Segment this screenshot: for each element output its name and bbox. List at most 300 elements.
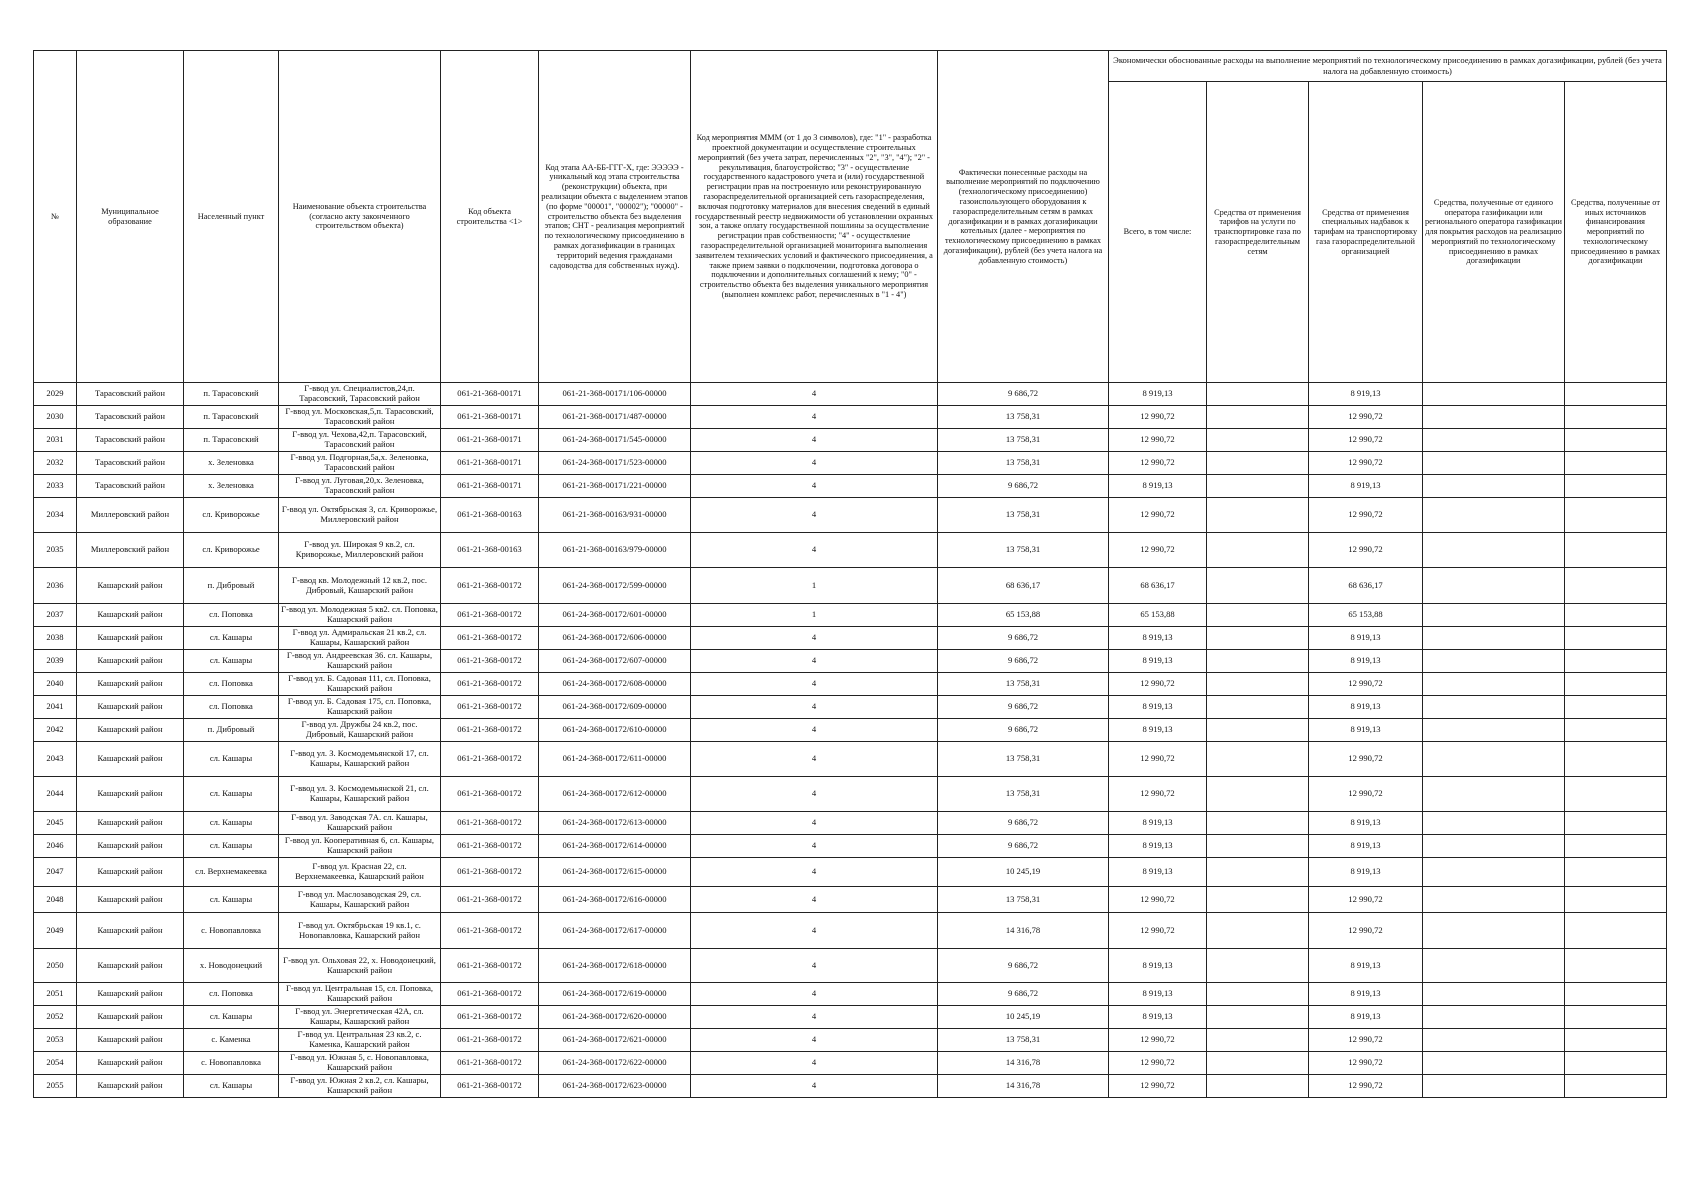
cell-settlement: х. Зеленовка	[184, 452, 279, 475]
cell-actual-costs: 10 245,19	[938, 858, 1109, 887]
cell-number: 2052	[34, 1006, 77, 1029]
cell-measure-code: 4	[691, 1075, 938, 1098]
header-settlement: Населенный пункт	[184, 51, 279, 383]
cell-total: 65 153,88	[1109, 604, 1207, 627]
cell-tariff-transport	[1207, 812, 1309, 835]
cell-special-markups: 12 990,72	[1309, 742, 1423, 777]
cell-actual-costs: 65 153,88	[938, 604, 1109, 627]
cell-municipality: Кашарский район	[77, 1075, 184, 1098]
table-row	[34, 949, 1667, 983]
cell-municipality: Кашарский район	[77, 719, 184, 742]
cell-total: 12 990,72	[1109, 498, 1207, 533]
cell-single-operator	[1423, 452, 1565, 475]
cell-municipality: Кашарский район	[77, 1006, 184, 1029]
cell-object-code: 061-21-368-00171	[441, 406, 539, 429]
cell-settlement: сл. Кашары	[184, 887, 279, 913]
cell-object-name: Г-ввод ул. Андреевская 36. сл. Кашары, Кашарский район	[279, 650, 441, 673]
cell-tariff-transport	[1207, 1029, 1309, 1052]
cell-settlement: сл. Кашары	[184, 1006, 279, 1029]
cell-actual-costs: 13 758,31	[938, 429, 1109, 452]
table-row	[34, 835, 1667, 858]
cell-object-code: 061-21-368-00172	[441, 650, 539, 673]
cell-number: 2046	[34, 835, 77, 858]
cell-total: 12 990,72	[1109, 452, 1207, 475]
cell-tariff-transport	[1207, 568, 1309, 604]
cell-stage-code: 061-24-368-00172/610-00000	[539, 719, 691, 742]
cell-single-operator	[1423, 1029, 1565, 1052]
cell-actual-costs: 13 758,31	[938, 887, 1109, 913]
registry-table	[33, 50, 1667, 1098]
cell-measure-code: 4	[691, 887, 938, 913]
cell-object-code: 061-21-368-00172	[441, 887, 539, 913]
cell-single-operator	[1423, 429, 1565, 452]
cell-other-sources	[1565, 568, 1667, 604]
table-row	[34, 858, 1667, 887]
table-row	[34, 627, 1667, 650]
cell-object-name: Г-ввод ул. Октябрьская 19 кв.1, с. Новопавловка, Кашарский район	[279, 913, 441, 949]
cell-other-sources	[1565, 983, 1667, 1006]
cell-actual-costs: 9 686,72	[938, 383, 1109, 406]
header-object-code: Код объекта строительства <1>	[441, 51, 539, 383]
cell-total: 68 636,17	[1109, 568, 1207, 604]
cell-special-markups: 8 919,13	[1309, 1006, 1423, 1029]
cell-object-code: 061-21-368-00172	[441, 1029, 539, 1052]
cell-measure-code: 4	[691, 983, 938, 1006]
cell-total: 8 919,13	[1109, 858, 1207, 887]
cell-municipality: Тарасовский район	[77, 452, 184, 475]
cell-object-code: 061-21-368-00172	[441, 1052, 539, 1075]
table-row	[34, 777, 1667, 812]
cell-number: 2048	[34, 887, 77, 913]
cell-stage-code: 061-24-368-00172/612-00000	[539, 777, 691, 812]
cell-measure-code: 4	[691, 533, 938, 568]
cell-measure-code: 4	[691, 498, 938, 533]
cell-other-sources	[1565, 498, 1667, 533]
header-actual-costs: Фактически понесенные расходы на выполнение мероприятий по подключению (технологическому присоединению) газоиспользующего оборудования к газораспределительным сетям в рамках догазификации и в рамках догазификации котельных (далее - мероприятия по технологическому присоединению в рамках догазификации), рублей (без учета налога на добавленную стоимость)	[938, 51, 1109, 383]
cell-tariff-transport	[1207, 533, 1309, 568]
cell-object-code: 061-21-368-00172	[441, 627, 539, 650]
cell-total: 12 990,72	[1109, 673, 1207, 696]
cell-special-markups: 8 919,13	[1309, 858, 1423, 887]
cell-other-sources	[1565, 383, 1667, 406]
cell-single-operator	[1423, 835, 1565, 858]
cell-settlement: сл. Кашары	[184, 812, 279, 835]
header-measure-code: Код мероприятия МММ (от 1 до 3 символов), где: "1" - разработка проектной документации и осуществление строительных мероприятий (без учета затрат, перечисленных "2", "3", "4"); "2" - рекультивация, благоустройство; "3" - осуществление государственного кадастрового учета и (или) государственной регистрации прав на построенную или реконструированную газораспределительной организацией сеть газораспределения, включая подготовку материалов для внесения сведений в единый государственный реестр недвижимости об установлении охранных зон, а также оплату государственной пошлины за осуществление регистрации прав собственности; "4" - осуществление газораспределительной организацией мониторинга выполнения заявителем технических условий и фактического присоединения, а также прием заявки о подключении, подготовка договора о подключении и дополнительных соглашений к нему; "0" - строительство объекта без выделения уникального мероприятия (выполнен комплекс работ, перечисленных в "1 - 4")	[691, 51, 938, 383]
cell-other-sources	[1565, 719, 1667, 742]
cell-other-sources	[1565, 913, 1667, 949]
cell-single-operator	[1423, 604, 1565, 627]
cell-number: 2055	[34, 1075, 77, 1098]
cell-tariff-transport	[1207, 777, 1309, 812]
cell-municipality: Кашарский район	[77, 777, 184, 812]
cell-actual-costs: 9 686,72	[938, 475, 1109, 498]
cell-tariff-transport	[1207, 498, 1309, 533]
cell-number: 2033	[34, 475, 77, 498]
cell-settlement: сл. Кашары	[184, 777, 279, 812]
cell-object-code: 061-21-368-00163	[441, 498, 539, 533]
cell-object-name: Г-ввод ул. Южная 5, с. Новопавловка, Кашарский район	[279, 1052, 441, 1075]
cell-object-name: Г-ввод ул. З. Космодемьянской 17, сл. Кашары, Кашарский район	[279, 742, 441, 777]
cell-number: 2043	[34, 742, 77, 777]
cell-actual-costs: 68 636,17	[938, 568, 1109, 604]
table-row	[34, 475, 1667, 498]
cell-measure-code: 4	[691, 1052, 938, 1075]
cell-object-name: Г-ввод ул. Специалистов,24,п. Тарасовский, Тарасовский район	[279, 383, 441, 406]
cell-settlement: п. Тарасовский	[184, 406, 279, 429]
cell-object-name: Г-ввод ул. Б. Садовая 111, сл. Поповка, Кашарский район	[279, 673, 441, 696]
cell-measure-code: 1	[691, 568, 938, 604]
cell-object-name: Г-ввод ул. Луговая,20,х. Зеленовка, Тарасовский район	[279, 475, 441, 498]
cell-measure-code: 4	[691, 777, 938, 812]
cell-other-sources	[1565, 835, 1667, 858]
cell-single-operator	[1423, 913, 1565, 949]
cell-stage-code: 061-24-368-00172/622-00000	[539, 1052, 691, 1075]
cell-total: 12 990,72	[1109, 777, 1207, 812]
cell-measure-code: 4	[691, 475, 938, 498]
cell-single-operator	[1423, 742, 1565, 777]
cell-total: 8 919,13	[1109, 627, 1207, 650]
cell-municipality: Кашарский район	[77, 650, 184, 673]
cell-municipality: Кашарский район	[77, 835, 184, 858]
table-row	[34, 696, 1667, 719]
cell-object-code: 061-21-368-00172	[441, 696, 539, 719]
cell-measure-code: 4	[691, 673, 938, 696]
cell-total: 12 990,72	[1109, 1052, 1207, 1075]
table-row	[34, 1006, 1667, 1029]
cell-object-name: Г-ввод кв. Молодежный 12 кв.2, пос. Дибровый, Кашарский район	[279, 568, 441, 604]
cell-municipality: Кашарский район	[77, 812, 184, 835]
cell-object-name: Г-ввод ул. Энергетическая 42А, сл. Кашары, Кашарский район	[279, 1006, 441, 1029]
cell-object-name: Г-ввод ул. Центральная 23 кв.2, с. Каменка, Кашарский район	[279, 1029, 441, 1052]
cell-total: 8 919,13	[1109, 696, 1207, 719]
cell-single-operator	[1423, 650, 1565, 673]
table-row	[34, 1052, 1667, 1075]
cell-actual-costs: 13 758,31	[938, 533, 1109, 568]
cell-number: 2035	[34, 533, 77, 568]
cell-object-code: 061-21-368-00172	[441, 1006, 539, 1029]
cell-measure-code: 4	[691, 406, 938, 429]
cell-municipality: Кашарский район	[77, 887, 184, 913]
cell-single-operator	[1423, 475, 1565, 498]
cell-settlement: сл. Кашары	[184, 742, 279, 777]
header-special-markups: Средства от применения специальных надбавок к тарифам на транспортировку газа газораспределительной организацией	[1309, 82, 1423, 383]
cell-other-sources	[1565, 533, 1667, 568]
cell-other-sources	[1565, 812, 1667, 835]
cell-number: 2029	[34, 383, 77, 406]
cell-single-operator	[1423, 858, 1565, 887]
cell-object-code: 061-21-368-00172	[441, 777, 539, 812]
cell-municipality: Кашарский район	[77, 949, 184, 983]
cell-object-name: Г-ввод ул. Красная 22, сл. Верхнемакеевка, Кашарский район	[279, 858, 441, 887]
cell-single-operator	[1423, 1075, 1565, 1098]
cell-municipality: Кашарский район	[77, 983, 184, 1006]
cell-number: 2038	[34, 627, 77, 650]
cell-number: 2044	[34, 777, 77, 812]
cell-other-sources	[1565, 1052, 1667, 1075]
cell-single-operator	[1423, 696, 1565, 719]
cell-tariff-transport	[1207, 475, 1309, 498]
cell-special-markups: 8 919,13	[1309, 835, 1423, 858]
cell-settlement: сл. Поповка	[184, 983, 279, 1006]
header-tariff-transport: Средства от применения тарифов на услуги по транспортировке газа по газораспределительным сетям	[1207, 82, 1309, 383]
cell-municipality: Кашарский район	[77, 742, 184, 777]
cell-stage-code: 061-24-368-00172/620-00000	[539, 1006, 691, 1029]
cell-actual-costs: 9 686,72	[938, 835, 1109, 858]
cell-special-markups: 8 919,13	[1309, 627, 1423, 650]
cell-stage-code: 061-21-368-00171/221-00000	[539, 475, 691, 498]
cell-tariff-transport	[1207, 696, 1309, 719]
cell-special-markups: 12 990,72	[1309, 777, 1423, 812]
cell-actual-costs: 13 758,31	[938, 742, 1109, 777]
cell-special-markups: 8 919,13	[1309, 696, 1423, 719]
cell-actual-costs: 9 686,72	[938, 627, 1109, 650]
cell-special-markups: 12 990,72	[1309, 887, 1423, 913]
cell-stage-code: 061-24-368-00172/608-00000	[539, 673, 691, 696]
cell-measure-code: 4	[691, 696, 938, 719]
header-object-name: Наименование объекта строительства (согласно акту законченного строительством объекта)	[279, 51, 441, 383]
cell-actual-costs: 13 758,31	[938, 406, 1109, 429]
cell-single-operator	[1423, 533, 1565, 568]
cell-other-sources	[1565, 887, 1667, 913]
cell-object-code: 061-21-368-00171	[441, 429, 539, 452]
table-row	[34, 887, 1667, 913]
header-number: №	[34, 51, 77, 383]
cell-measure-code: 4	[691, 858, 938, 887]
table-row	[34, 812, 1667, 835]
cell-object-code: 061-21-368-00172	[441, 673, 539, 696]
table-row	[34, 742, 1667, 777]
header-stage-code: Код этапа АА-ББ-ГГГ-Х, где: ЭЭЭЭЭ - уникальный код этапа строительства (реконструкции) объекта, при реализации объекта с выделением этапов (по форме "00001", "00002"); "00000" - строительство объекта без выделения этапов; СНТ - реализация мероприятий по технологическому присоединению в рамках догазификации в границах территорий ведения гражданами садоводства для собственных нужд).	[539, 51, 691, 383]
cell-stage-code: 061-24-368-00172/613-00000	[539, 812, 691, 835]
cell-stage-code: 061-24-368-00172/615-00000	[539, 858, 691, 887]
cell-actual-costs: 9 686,72	[938, 650, 1109, 673]
cell-municipality: Кашарский район	[77, 568, 184, 604]
cell-tariff-transport	[1207, 673, 1309, 696]
cell-special-markups: 8 919,13	[1309, 812, 1423, 835]
table-row	[34, 650, 1667, 673]
cell-object-name: Г-ввод ул. Маслозаводская 29, сл. Кашары, Кашарский район	[279, 887, 441, 913]
cell-tariff-transport	[1207, 650, 1309, 673]
cell-measure-code: 1	[691, 604, 938, 627]
cell-stage-code: 061-24-368-00172/601-00000	[539, 604, 691, 627]
cell-object-code: 061-21-368-00172	[441, 858, 539, 887]
cell-municipality: Миллеровский район	[77, 498, 184, 533]
cell-municipality: Кашарский район	[77, 858, 184, 887]
header-total: Всего, в том числе:	[1109, 82, 1207, 383]
cell-settlement: п. Тарасовский	[184, 383, 279, 406]
cell-actual-costs: 9 686,72	[938, 983, 1109, 1006]
cell-single-operator	[1423, 1052, 1565, 1075]
table-row	[34, 406, 1667, 429]
cell-number: 2036	[34, 568, 77, 604]
cell-tariff-transport	[1207, 913, 1309, 949]
cell-stage-code: 061-24-368-00172/619-00000	[539, 983, 691, 1006]
cell-special-markups: 8 919,13	[1309, 949, 1423, 983]
header-econ-group: Экономически обоснованные расходы на выполнение мероприятий по технологическому присоединению в рамках догазификации, рублей (без учета налога на добавленную стоимость)	[1109, 51, 1667, 82]
cell-number: 2047	[34, 858, 77, 887]
header-municipality: Муниципальное образование	[77, 51, 184, 383]
cell-special-markups: 12 990,72	[1309, 406, 1423, 429]
cell-number: 2054	[34, 1052, 77, 1075]
cell-other-sources	[1565, 1075, 1667, 1098]
cell-total: 8 919,13	[1109, 475, 1207, 498]
cell-tariff-transport	[1207, 452, 1309, 475]
cell-measure-code: 4	[691, 835, 938, 858]
cell-tariff-transport	[1207, 742, 1309, 777]
cell-object-name: Г-ввод ул. Б. Садовая 175, сл. Поповка, Кашарский район	[279, 696, 441, 719]
cell-other-sources	[1565, 429, 1667, 452]
cell-total: 12 990,72	[1109, 406, 1207, 429]
table-row	[34, 452, 1667, 475]
cell-other-sources	[1565, 949, 1667, 983]
cell-object-name: Г-ввод ул. Московская,5,п. Тарасовский, Тарасовский район	[279, 406, 441, 429]
cell-stage-code: 061-24-368-00172/599-00000	[539, 568, 691, 604]
cell-object-code: 061-21-368-00172	[441, 812, 539, 835]
cell-special-markups: 8 919,13	[1309, 983, 1423, 1006]
cell-object-code: 061-21-368-00172	[441, 835, 539, 858]
cell-actual-costs: 10 245,19	[938, 1006, 1109, 1029]
cell-other-sources	[1565, 604, 1667, 627]
cell-total: 12 990,72	[1109, 1029, 1207, 1052]
cell-other-sources	[1565, 406, 1667, 429]
cell-settlement: сл. Криворожье	[184, 533, 279, 568]
table-row	[34, 983, 1667, 1006]
cell-stage-code: 061-24-368-00172/616-00000	[539, 887, 691, 913]
cell-other-sources	[1565, 1006, 1667, 1029]
cell-settlement: п. Тарасовский	[184, 429, 279, 452]
cell-object-code: 061-21-368-00172	[441, 604, 539, 627]
cell-municipality: Кашарский район	[77, 1029, 184, 1052]
cell-total: 12 990,72	[1109, 429, 1207, 452]
cell-other-sources	[1565, 452, 1667, 475]
table-row	[34, 1075, 1667, 1098]
cell-total: 8 919,13	[1109, 983, 1207, 1006]
cell-settlement: х. Зеленовка	[184, 475, 279, 498]
cell-actual-costs: 9 686,72	[938, 719, 1109, 742]
cell-measure-code: 4	[691, 383, 938, 406]
cell-special-markups: 65 153,88	[1309, 604, 1423, 627]
cell-object-name: Г-ввод ул. Молодежная 5 кв2. сл. Поповка, Кашарский район	[279, 604, 441, 627]
cell-object-name: Г-ввод ул. Дружбы 24 кв.2, пос. Дибровый, Кашарский район	[279, 719, 441, 742]
cell-total: 12 990,72	[1109, 913, 1207, 949]
cell-tariff-transport	[1207, 604, 1309, 627]
cell-number: 2049	[34, 913, 77, 949]
cell-stage-code: 061-24-368-00172/617-00000	[539, 913, 691, 949]
cell-municipality: Тарасовский район	[77, 406, 184, 429]
cell-number: 2042	[34, 719, 77, 742]
cell-settlement: с. Новопавловка	[184, 1052, 279, 1075]
cell-special-markups: 68 636,17	[1309, 568, 1423, 604]
cell-tariff-transport	[1207, 429, 1309, 452]
cell-total: 8 919,13	[1109, 383, 1207, 406]
cell-single-operator	[1423, 383, 1565, 406]
cell-measure-code: 4	[691, 1006, 938, 1029]
cell-special-markups: 8 919,13	[1309, 719, 1423, 742]
cell-other-sources	[1565, 696, 1667, 719]
cell-settlement: сл. Поповка	[184, 696, 279, 719]
cell-total: 12 990,72	[1109, 1075, 1207, 1098]
cell-object-code: 061-21-368-00172	[441, 949, 539, 983]
cell-object-code: 061-21-368-00163	[441, 533, 539, 568]
cell-settlement: с. Каменка	[184, 1029, 279, 1052]
cell-municipality: Кашарский район	[77, 1052, 184, 1075]
cell-tariff-transport	[1207, 835, 1309, 858]
cell-special-markups: 8 919,13	[1309, 475, 1423, 498]
cell-stage-code: 061-24-368-00172/618-00000	[539, 949, 691, 983]
cell-actual-costs: 14 316,78	[938, 1052, 1109, 1075]
cell-settlement: сл. Кашары	[184, 627, 279, 650]
cell-number: 2034	[34, 498, 77, 533]
cell-actual-costs: 9 686,72	[938, 949, 1109, 983]
cell-total: 12 990,72	[1109, 533, 1207, 568]
cell-settlement: х. Новодонецкий	[184, 949, 279, 983]
cell-actual-costs: 13 758,31	[938, 673, 1109, 696]
cell-special-markups: 12 990,72	[1309, 452, 1423, 475]
cell-settlement: п. Дибровый	[184, 568, 279, 604]
cell-settlement: сл. Кашары	[184, 835, 279, 858]
table-body	[34, 383, 1667, 1098]
cell-actual-costs: 14 316,78	[938, 1075, 1109, 1098]
cell-single-operator	[1423, 498, 1565, 533]
cell-number: 2053	[34, 1029, 77, 1052]
cell-municipality: Кашарский район	[77, 627, 184, 650]
cell-tariff-transport	[1207, 1052, 1309, 1075]
cell-municipality: Тарасовский район	[77, 383, 184, 406]
cell-object-name: Г-ввод ул. Центральная 15, сл. Поповка, Кашарский район	[279, 983, 441, 1006]
cell-measure-code: 4	[691, 913, 938, 949]
cell-object-name: Г-ввод ул. Широкая 9 кв.2, сл. Криворожье, Миллеровский район	[279, 533, 441, 568]
cell-measure-code: 4	[691, 812, 938, 835]
cell-object-code: 061-21-368-00172	[441, 1075, 539, 1098]
table-row	[34, 913, 1667, 949]
cell-municipality: Миллеровский район	[77, 533, 184, 568]
cell-object-code: 061-21-368-00172	[441, 719, 539, 742]
cell-object-name: Г-ввод ул. Октябрьская 3, сл. Криворожье, Миллеровский район	[279, 498, 441, 533]
table-row	[34, 498, 1667, 533]
cell-single-operator	[1423, 949, 1565, 983]
cell-number: 2039	[34, 650, 77, 673]
cell-tariff-transport	[1207, 627, 1309, 650]
cell-tariff-transport	[1207, 383, 1309, 406]
cell-stage-code: 061-24-368-00172/609-00000	[539, 696, 691, 719]
cell-object-code: 061-21-368-00172	[441, 742, 539, 777]
cell-special-markups: 12 990,72	[1309, 1075, 1423, 1098]
cell-total: 8 919,13	[1109, 835, 1207, 858]
cell-settlement: сл. Криворожье	[184, 498, 279, 533]
cell-tariff-transport	[1207, 406, 1309, 429]
cell-stage-code: 061-21-368-00163/931-00000	[539, 498, 691, 533]
table-row	[34, 1029, 1667, 1052]
cell-municipality: Тарасовский район	[77, 475, 184, 498]
cell-municipality: Тарасовский район	[77, 429, 184, 452]
cell-actual-costs: 13 758,31	[938, 498, 1109, 533]
cell-measure-code: 4	[691, 650, 938, 673]
cell-measure-code: 4	[691, 627, 938, 650]
cell-object-name: Г-ввод ул. Подгорная,5а,х. Зеленовка, Тарасовский район	[279, 452, 441, 475]
cell-municipality: Кашарский район	[77, 696, 184, 719]
cell-tariff-transport	[1207, 858, 1309, 887]
cell-stage-code: 061-24-368-00172/621-00000	[539, 1029, 691, 1052]
cell-total: 12 990,72	[1109, 742, 1207, 777]
cell-municipality: Кашарский район	[77, 604, 184, 627]
cell-actual-costs: 9 686,72	[938, 696, 1109, 719]
cell-other-sources	[1565, 673, 1667, 696]
cell-tariff-transport	[1207, 719, 1309, 742]
cell-number: 2037	[34, 604, 77, 627]
cell-special-markups: 12 990,72	[1309, 429, 1423, 452]
cell-measure-code: 4	[691, 429, 938, 452]
cell-measure-code: 4	[691, 452, 938, 475]
